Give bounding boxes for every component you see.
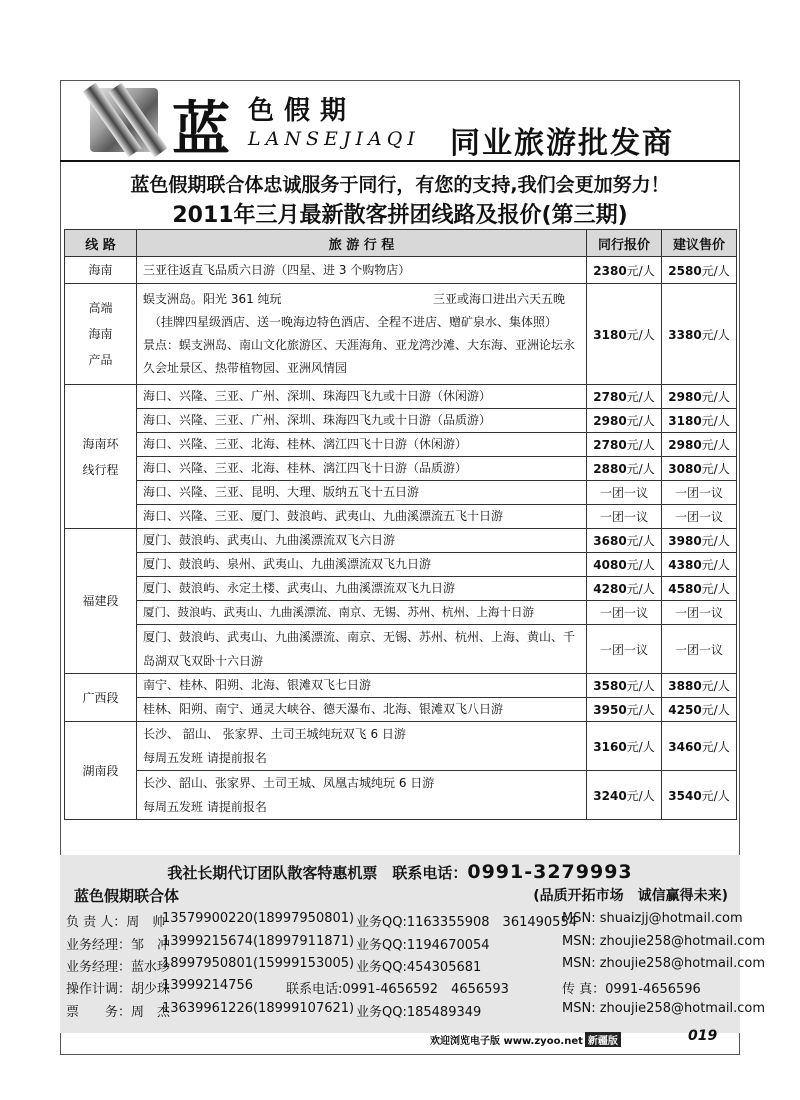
- table-row: [65, 601, 737, 625]
- issue-title: 2011年三月最新散客拼团线路及报价(第三期): [172, 203, 628, 228]
- route-cell: 海口、兴隆、三亚、广州、深圳、珠海四飞九或十日游（品质游）: [137, 409, 587, 433]
- contact-role: 业务经理：邹 冲: [66, 938, 171, 953]
- contact-footer: [60, 855, 766, 1033]
- contact-qq: 联系电话:0991-4656592 4656593: [286, 982, 509, 997]
- contact-qq: 业务QQ:1163355908 361490554: [356, 915, 577, 930]
- peer-price: 2380元/人: [587, 257, 662, 284]
- route-cell: 桂林、阳朔、南宁、通灵大峡谷、德天瀑布、北海、银滩双飞八日游: [137, 698, 587, 722]
- header-retail-price: 建议售价: [662, 230, 737, 257]
- route-cell: [137, 284, 587, 385]
- contact-role: 负 责 人：周 帅: [66, 915, 166, 930]
- table-row: [65, 698, 737, 722]
- ticket-phone: 0991-3279993: [467, 861, 633, 883]
- brand-pinyin: LANSEJIAQI: [248, 128, 420, 150]
- route-line: 三亚或海口进出六天五晚: [433, 292, 566, 306]
- edition-tag: 新疆版: [585, 1032, 621, 1047]
- route-line: 长沙、 韶山、 张家界、土司王城纯玩双飞 6 日游: [143, 727, 406, 741]
- contact-phone: 18997950801(15999153005): [162, 956, 355, 971]
- route-cell: 海口、兴隆、三亚、北海、桂林、漓江四飞十日游（品质游）: [137, 457, 587, 481]
- route-cell: 海口、兴隆、三亚、北海、桂林、漓江四飞十日游（休闲游）: [137, 433, 587, 457]
- price-table: [64, 229, 737, 820]
- table-row: [65, 625, 737, 674]
- retail-price: 一团一议: [662, 601, 737, 625]
- contact-qq: 业务QQ:454305681: [356, 960, 482, 975]
- bottom-bar: [430, 1032, 621, 1047]
- peer-price: 一团一议: [587, 601, 662, 625]
- peer-price: 3950元/人: [587, 698, 662, 722]
- contact-qq: 业务QQ:1194670054: [356, 938, 490, 953]
- contact-phone: 13999215674(18997911871): [162, 934, 355, 949]
- table-row: [65, 284, 737, 385]
- section-label: 海南: [65, 257, 137, 284]
- table-row: [65, 457, 737, 481]
- route-cell: 南宁、桂林、阳朔、北海、银滩双飞七日游: [137, 674, 587, 698]
- peer-price: 2980元/人: [587, 409, 662, 433]
- retail-price: 3980元/人: [662, 529, 737, 553]
- route-cell: 厦门、鼓浪屿、泉州、武夷山、九曲溪漂流双飞九日游: [137, 553, 587, 577]
- retail-price: 3380元/人: [662, 284, 737, 385]
- table-header-row: [65, 230, 737, 257]
- contact-role: 票 务：周 杰: [66, 1005, 171, 1020]
- route-cell: [137, 771, 587, 820]
- route-line: 蜈支洲岛。阳光 361 纯玩: [143, 292, 282, 306]
- contact-msn: MSN: shuaizjj@hotmail.com: [562, 911, 743, 926]
- contact-msn: MSN: zhoujie258@hotmail.com: [562, 1001, 766, 1016]
- route-cell: 厦门、鼓浪屿、永定土楼、武夷山、九曲溪漂流双飞九日游: [137, 577, 587, 601]
- route-cell: 厦门、鼓浪屿、武夷山、九曲溪漂流双飞六日游: [137, 529, 587, 553]
- contact-msn: MSN: zhoujie258@hotmail.com: [562, 956, 766, 971]
- table-row: [65, 674, 737, 698]
- tagline: 蓝色假期联合体忠诚服务于同行，有您的支持,我们会更加努力！: [130, 174, 670, 196]
- ticket-notice: [60, 861, 740, 883]
- table-row: [65, 722, 737, 771]
- section-label: 广西段: [65, 674, 137, 722]
- route-line: 每周五发班 请提前报名: [143, 751, 267, 765]
- brand-logo-icon: [90, 88, 158, 152]
- contact-qq: 业务QQ:185489349: [356, 1005, 482, 1020]
- retail-price: 2580元/人: [662, 257, 737, 284]
- table-row: [65, 409, 737, 433]
- peer-price: 3180元/人: [587, 284, 662, 385]
- table-row: [65, 553, 737, 577]
- contact-phone: 13999214756: [162, 978, 253, 993]
- route-cell: 海口、兴隆、三亚、广州、深圳、珠海四飞九或十日游（休闲游）: [137, 385, 587, 409]
- peer-price: 3240元/人: [587, 771, 662, 820]
- table-row: [65, 481, 737, 505]
- brand-name: 色假期: [248, 96, 357, 126]
- peer-price: 一团一议: [587, 625, 662, 674]
- retail-price: 3460元/人: [662, 722, 737, 771]
- brand-main-char: 蓝: [172, 95, 231, 163]
- table-row: [65, 257, 737, 284]
- header-peer-price: 同行报价: [587, 230, 662, 257]
- peer-price: 一团一议: [587, 481, 662, 505]
- retail-price: 一团一议: [662, 481, 737, 505]
- route-cell: 厦门、鼓浪屿、武夷山、九曲溪漂流、南京、无锡、苏州、杭州、上海、黄山、千岛湖双飞双卧十六日游: [137, 625, 587, 674]
- route-cell: 厦门、鼓浪屿、武夷山、九曲溪漂流、南京、无锡、苏州、杭州、上海十日游: [137, 601, 587, 625]
- retail-price: 4380元/人: [662, 553, 737, 577]
- contact-role: 操作计调：胡少珠: [66, 982, 171, 997]
- contact-phone: 13639961226(18999107621): [162, 1001, 355, 1016]
- retail-price: 一团一议: [662, 625, 737, 674]
- header-itinerary: 旅 游 行 程: [137, 230, 587, 257]
- page-number: 019: [688, 1028, 718, 1044]
- table-row: [65, 433, 737, 457]
- retail-price: 4580元/人: [662, 577, 737, 601]
- section-label: 海南环 线行程: [65, 385, 137, 529]
- brand-slogan: 同业旅游批发商: [450, 126, 674, 161]
- motto: (品质开拓市场 诚信赢得未来): [533, 888, 728, 904]
- retail-price: 4250元/人: [662, 698, 737, 722]
- contact-msn: MSN: zhoujie258@hotmail.com: [562, 934, 766, 949]
- site-link[interactable]: 欢迎浏览电子版 www.zyoo.net: [430, 1036, 583, 1047]
- peer-price: 2880元/人: [587, 457, 662, 481]
- retail-price: 2980元/人: [662, 385, 737, 409]
- table-row: [65, 505, 737, 529]
- route-line: 长沙、韶山、张家界、土司王城、凤凰古城纯玩 6 日游: [143, 776, 435, 790]
- retail-price: 3180元/人: [662, 409, 737, 433]
- contact-phone: 13579900220(18997950801): [162, 911, 355, 926]
- route-cell: [137, 722, 587, 771]
- peer-price: 3680元/人: [587, 529, 662, 553]
- peer-price: 4080元/人: [587, 553, 662, 577]
- retail-price: 3080元/人: [662, 457, 737, 481]
- peer-price: 一团一议: [587, 505, 662, 529]
- retail-price: 3540元/人: [662, 771, 737, 820]
- section-label: 高端 海南 产品: [65, 284, 137, 385]
- retail-price: 3880元/人: [662, 674, 737, 698]
- section-label: 福建段: [65, 529, 137, 674]
- section-label: 湖南段: [65, 722, 137, 820]
- header: [60, 80, 740, 162]
- route-cell: 海口、兴隆、三亚、厦门、鼓浪屿、武夷山、九曲溪漂流五飞十日游: [137, 505, 587, 529]
- route-cell: 三亚往返直飞品质六日游（四星、进 3 个购物店）: [137, 257, 587, 284]
- route-cell: 海口、兴隆、三亚、昆明、大理、版纳五飞十五日游: [137, 481, 587, 505]
- table-row: [65, 529, 737, 553]
- header-route-section: 线 路: [65, 230, 137, 257]
- peer-price: 3580元/人: [587, 674, 662, 698]
- peer-price: 2780元/人: [587, 433, 662, 457]
- table-row: [65, 577, 737, 601]
- contact-msn: 传 真：0991-4656596: [562, 982, 701, 997]
- union-name: 蓝色假期联合体: [74, 887, 180, 905]
- retail-price: 一团一议: [662, 505, 737, 529]
- route-line: 每周五发班 请提前报名: [143, 800, 267, 814]
- peer-price: 2780元/人: [587, 385, 662, 409]
- contact-role: 业务经理：蓝水珍: [66, 960, 171, 975]
- route-line: 景点：蜈支洲岛、南山文化旅游区、天涯海角、亚龙湾沙滩、大东海、亚洲论坛永久会址景区、热带植物园、亚洲风情园: [143, 338, 576, 375]
- retail-price: 2980元/人: [662, 433, 737, 457]
- peer-price: 4280元/人: [587, 577, 662, 601]
- route-line: （挂牌四星级酒店、送一晚海边特色酒店、全程不进店、赠矿泉水、集体照）: [149, 315, 558, 329]
- peer-price: 3160元/人: [587, 722, 662, 771]
- table-row: [65, 771, 737, 820]
- ticket-text: 我社长期代订团队散客特惠机票 联系电话：: [167, 864, 468, 882]
- table-row: [65, 385, 737, 409]
